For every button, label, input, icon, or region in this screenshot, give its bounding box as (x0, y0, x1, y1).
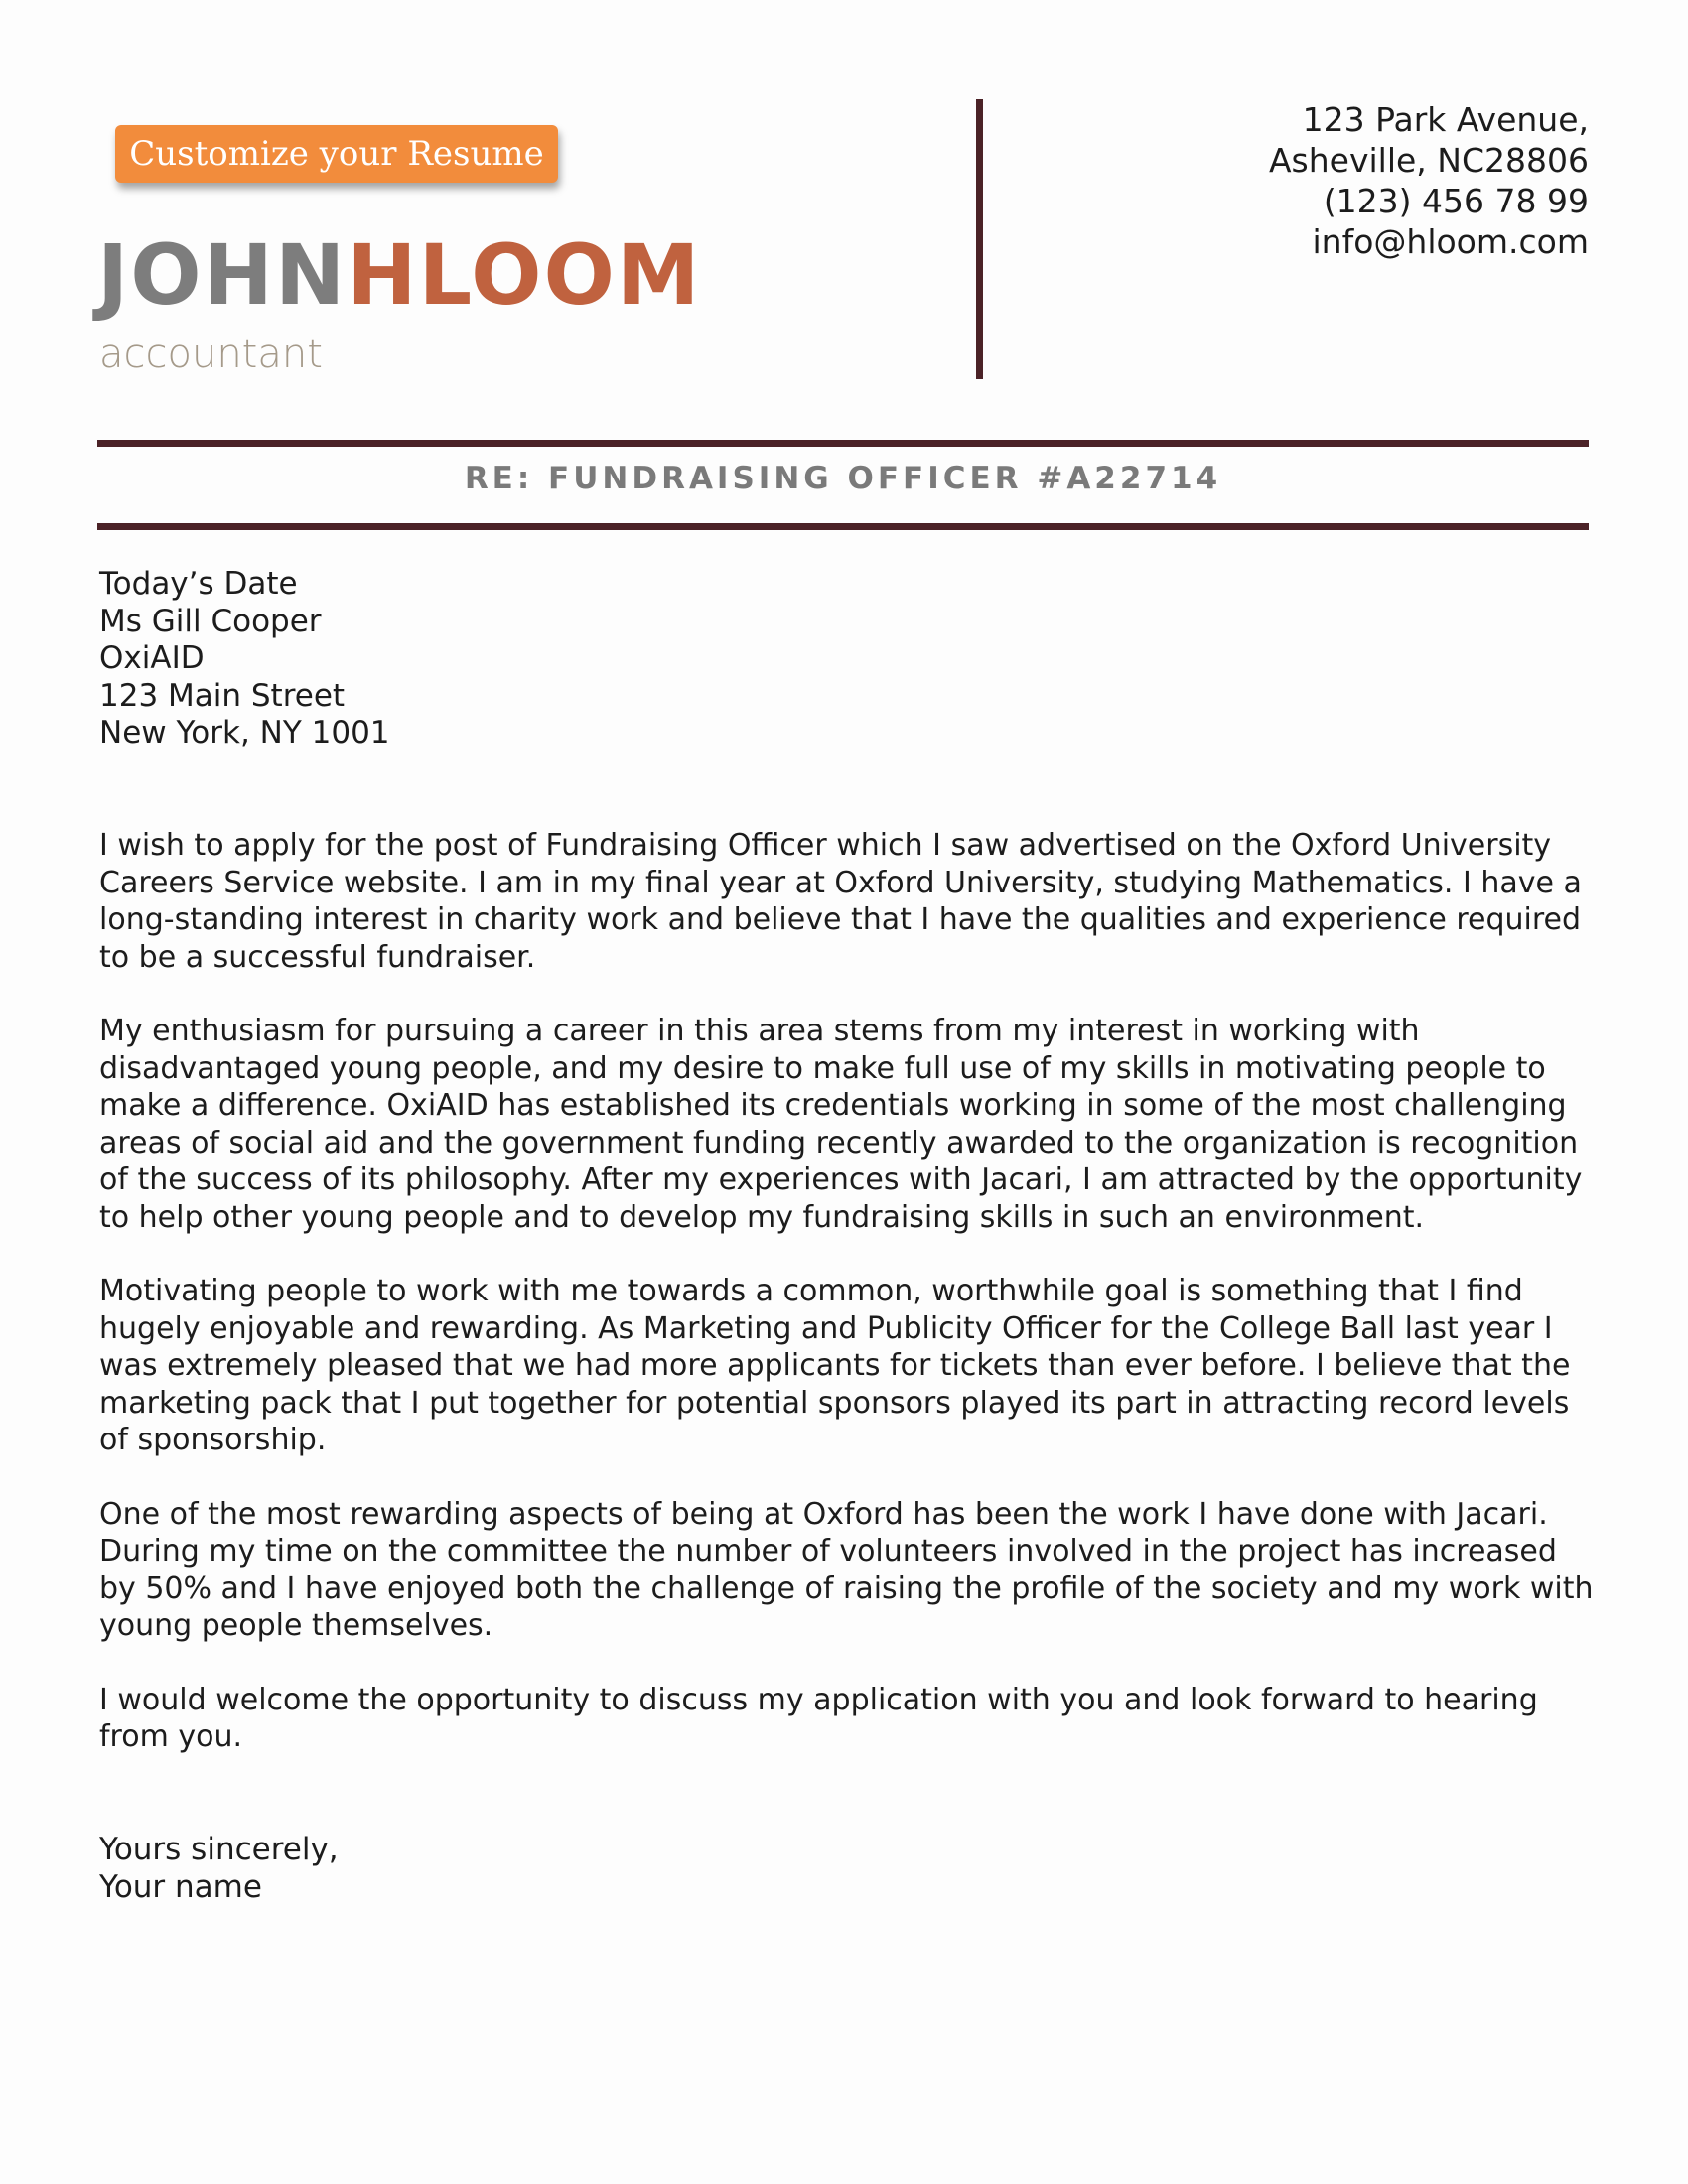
letter-body (99, 827, 1599, 1793)
recipient-block (99, 566, 390, 752)
paragraph-5: I would welcome the opportunity to discuss my application with you and look forward to hearing from you. (99, 1682, 1538, 1754)
paragraph-1: I wish to apply for the post of Fundraising Officer which I saw advertised on the Oxford University Careers Service website. I am in my final year at Oxford University, studying Mathematics. I have a long-standing interest in charity work and believe that I have the qualities and experience required to be a successful fundraiser. (99, 828, 1582, 975)
recipient-city: New York, NY 1001 (99, 715, 390, 751)
contact-phone: (123) 456 78 99 (1323, 182, 1589, 220)
signature-name: Your name (99, 1868, 262, 1905)
first-name: JOHN (97, 226, 348, 324)
salutation: Yours sincerely, (99, 1832, 339, 1867)
contact-email: info@hloom.com (1312, 222, 1589, 261)
paragraph-2: My enthusiasm for pursuing a career in this area stems from my interest in working with disadvantaged young people, and my desire to make full use of my skills in motivating people to make a difference. OxiAID has established its credentials working in some of the most challenging areas of social aid and the government funding recently awarded to the organization is recognition of the success of its philosophy. After my experiences with Jacari, I am attracted by the opportunity to help other young people and to develop my fundraising skills in such an environment. (99, 1014, 1583, 1235)
job-title: accountant (99, 332, 323, 377)
contact-city: Asheville, NC28806 (1268, 141, 1589, 180)
paragraph-3: Motivating people to work with me towards a common, worthwhile goal is something that I find hugely enjoyable and rewarding. As Marketing and Publicity Officer for the College Ball last year I was extremely pleased that we had more applicants for tickets than ever before. I believe that the marketing pack that I put together for potential sponsors played its part in attracting record levels of sponsorship. (99, 1274, 1571, 1457)
last-name: HLOOM (347, 226, 702, 324)
subject-line: RE: FUNDRAISING OFFICER #A22714 (464, 461, 1222, 496)
customize-resume-button[interactable]: Customize your Resume (115, 125, 558, 183)
top-rule (97, 440, 1589, 447)
applicant-name (97, 226, 702, 324)
contact-street: 123 Park Avenue, (1302, 100, 1589, 139)
vertical-divider (976, 99, 983, 379)
recipient-street: 123 Main Street (99, 677, 346, 714)
contact-block (1269, 99, 1589, 262)
paragraph-4: One of the most rewarding aspects of being at Oxford has been the work I have done with Jacari. During my time on the committee the number of volunteers involved in the project has increased by 50% and I have enjoyed both the challenge of raising the profile of the society and my work with young people themselves. (99, 1496, 1594, 1643)
recipient-name: Ms Gill Cooper (99, 603, 322, 639)
closing-block (99, 1832, 339, 1906)
bottom-rule (97, 523, 1589, 530)
letter-date: Today’s Date (99, 566, 298, 602)
recipient-company: OxiAID (99, 640, 205, 676)
